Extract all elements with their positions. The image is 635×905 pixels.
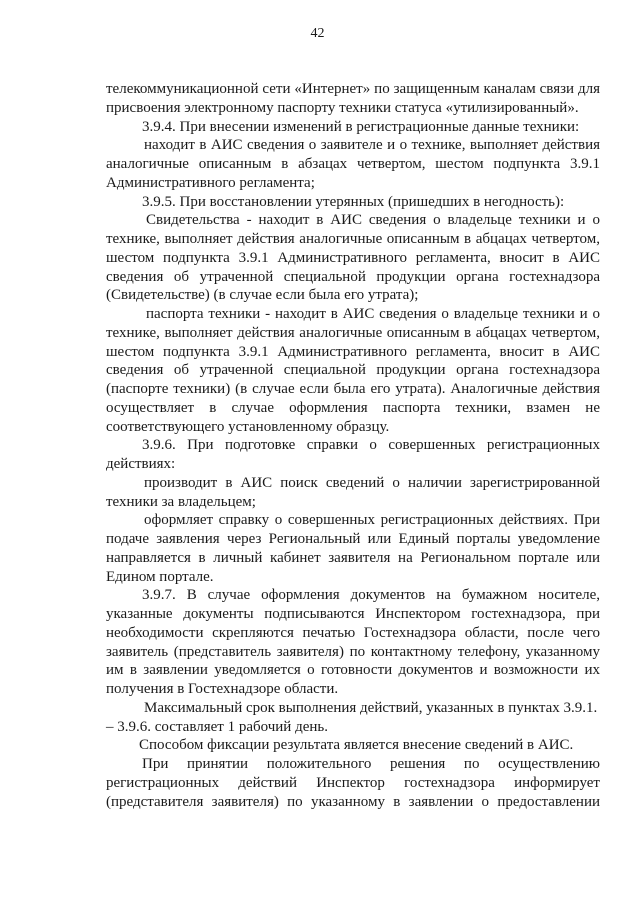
text-line: (Свидетельстве) (в случае если была его утрата); xyxy=(106,287,419,304)
document-body xyxy=(106,80,600,811)
text-line: (представителя заявителя) по указанному в заявлении о предоставлении xyxy=(106,793,600,810)
text-line: им в заявлении уведомляется о готовности документов и возможности их xyxy=(106,662,600,679)
text-line: телекоммуникационной сети «Интернет» по защищенным каналам связи для xyxy=(106,81,600,97)
text-line: технике, выполняет действия аналогичные описанным в абцацах четвертом, xyxy=(106,231,600,247)
text-line: 3.9.5. При восстановлении утерянных (пришедших в негодность): xyxy=(142,193,565,210)
text-line: шестом подпункта 3.9.1 Административного регламента, вносит в АИС xyxy=(106,343,600,360)
text-line: заявитель (представитель заявителя) по контактному телефону, указанному xyxy=(106,643,600,660)
text-line: осуществляет в случае оформления паспорта техники, взамен не xyxy=(106,399,600,416)
page-number: 42 xyxy=(310,26,325,41)
text-line: подаче заявления через Региональный или Единый порталы уведомление xyxy=(106,531,600,547)
text-line: соответствующего установленному образцу. xyxy=(106,418,390,435)
text-line: необходимости скрепляются печатью Гостехнадзора области, после чего xyxy=(106,624,600,641)
text-line: (паспорте техники) (в случае если была его утрата). Аналогичные действия xyxy=(106,381,600,397)
text-line: получения в Гостехнадзоре области. xyxy=(106,681,339,697)
text-line: производит в АИС поиск сведений о наличии зарегистрированной xyxy=(144,474,600,491)
text-line: аналогичные описанным в абзацах четвертом, шестом подпункта 3.9.1 xyxy=(106,156,600,172)
text-line: Свидетельства - находит в АИС сведения о владельце техники и о xyxy=(146,212,600,229)
text-line: 3.9.7. В случае оформления документов на бумажном носителе, xyxy=(142,587,600,604)
text-line: паспорта техники - находит в АИС сведения о владельце техники и о xyxy=(146,306,600,322)
text-line: находит в АИС сведения о заявителе и о технике, выполняет действия xyxy=(144,137,600,154)
text-line: Едином портале. xyxy=(106,568,214,585)
text-line: регистрационных действий Инспектор гостехнадзора информирует xyxy=(106,774,600,791)
text-line: действиях: xyxy=(106,456,176,472)
text-line: техники за владельцем; xyxy=(106,493,256,510)
text-line: 3.9.4. При внесении изменений в регистрационные данные техники: xyxy=(142,118,580,135)
text-line: указанные документы подписываются Инспектором гостехнадзора, при xyxy=(106,606,600,622)
text-line: технике, выполняет действия аналогичные описанным в абцацах четвертом, xyxy=(106,324,600,341)
text-line: присвоения электронному паспорту техники статуса «утилизированный». xyxy=(106,99,579,116)
text-line: 3.9.6. При подготовке справки о совершенных регистрационных xyxy=(142,437,600,454)
text-line: направляется в личный кабинет заявителя на Региональном портале или xyxy=(106,549,600,566)
text-line: шестом подпункта 3.9.1 Административного регламента, вносит в АИС xyxy=(106,249,600,266)
text-line: сведения об утраченной специальной продукции органа гостехнадзора xyxy=(106,268,600,285)
text-line: – 3.9.6. составляет 1 рабочий день. xyxy=(106,718,328,735)
text-line: При принятии положительного решения по осуществлению xyxy=(142,756,600,772)
text-line: Способом фиксации результата является внесение сведений в АИС. xyxy=(139,737,574,754)
text-line: сведения об утраченной специальной продукции органа гостехнадзора xyxy=(106,362,600,379)
text-line: Административного регламента; xyxy=(106,174,315,191)
text-line: оформляет справку о совершенных регистрационных действиях. При xyxy=(144,512,600,529)
text-line: Максимальный срок выполнения действий, указанных в пунктах 3.9.1. xyxy=(144,699,598,716)
